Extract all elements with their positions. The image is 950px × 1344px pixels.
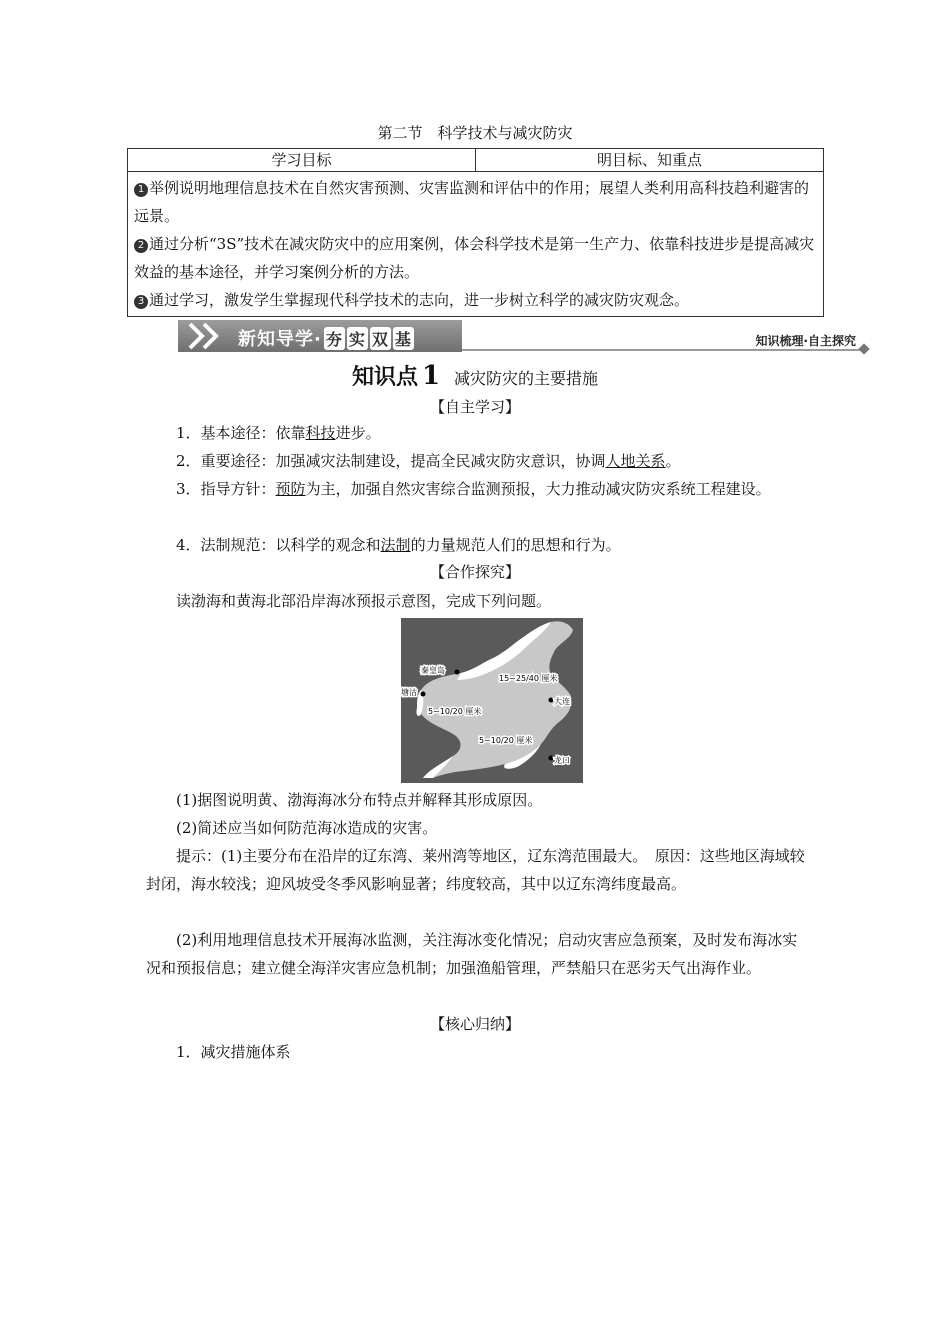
self-study-item: 1．基本途径：依靠科技进步。 <box>176 424 381 442</box>
section-title: 第二节 科学技术与减灾防灾 <box>377 124 573 142</box>
goal-text: 举例说明地理信息技术在自然灾害预测、灾害监测和评估中的作用；展望人类利用高科技趋利避害的远景。 <box>134 179 810 225</box>
map-graphic <box>401 618 583 783</box>
banner-divider <box>462 349 862 351</box>
goal-item <box>134 174 817 230</box>
self-study-item: 4．法制规范：以科学的观念和法制的力量规范人们的思想和行为。 <box>176 536 621 554</box>
kp-label: 知识点 <box>351 365 418 390</box>
badge: 实 <box>347 327 368 350</box>
badge: 夯 <box>324 327 345 350</box>
map-label-qinhuangdao: 秦皇岛 <box>421 666 445 675</box>
goals-body <box>128 172 824 317</box>
answer-1: 提示：(1)主要分布在沿岸的辽东湾、莱州湾等地区，辽东湾范围最大。 原因：这些地区海域较封闭，海水较浅；迎风坡受冬季风影响显著；纬度较高，其中以辽东湾纬度最高。 <box>146 847 805 893</box>
map-label-tanggu: 塘沽 <box>401 688 417 697</box>
goals-header-col2: 明目标、知重点 <box>476 149 824 172</box>
coop-heading: 【合作探究】 <box>429 563 520 581</box>
sea-ice-map <box>401 618 583 783</box>
banner-bar <box>178 320 462 352</box>
banner-title <box>238 325 414 351</box>
learning-goals-table <box>127 148 824 317</box>
goal-text: 通过分析“3S”技术在减灾防灾中的应用案例，体会科学技术是第一生产力、依靠科技进步是提高减灾效益的基本途径，并学习案例分析的方法。 <box>134 235 815 281</box>
goal-text: 通过学习，激发学生掌握现代科学技术的志向，进一步树立科学的减灾防灾观念。 <box>149 291 690 309</box>
badge: 双 <box>370 327 391 350</box>
goal-item <box>134 286 817 314</box>
question-2: (2)简述应当如何防范海冰造成的灾害。 <box>176 819 438 837</box>
coop-intro: 读渤海和黄海北部沿岸海冰预报示意图，完成下列问题。 <box>176 592 552 610</box>
goals-header-col1: 学习目标 <box>128 149 476 172</box>
number-circle-icon: 3 <box>134 295 148 309</box>
core-item-1: 1．减灾措施体系 <box>176 1043 291 1061</box>
number-circle-icon: 2 <box>134 239 148 253</box>
goal-item <box>134 230 817 286</box>
question-1: (1)据图说明黄、渤海海冰分布特点并解释其形成原因。 <box>176 791 543 809</box>
map-label-dalian: 大连 <box>554 697 570 706</box>
map-label-thickness-2: 5~10/20 厘米 <box>428 707 482 716</box>
banner-right-label: 知识梳理·自主探究 <box>755 334 856 348</box>
self-study-heading: 【自主学习】 <box>429 398 520 416</box>
diamond-icon <box>858 343 869 354</box>
banner-prefix: 新知导学· <box>238 329 322 350</box>
answer-2: (2)利用地理信息技术开展海冰监测，关注海冰变化情况；启动灾害应急预案，及时发布海冰实况和预报信息；建立健全海洋灾害应急机制；加强渔船管理，严禁船只在恶劣天气出海作业。 <box>146 931 798 977</box>
self-study-item: 2．重要途径：加强减灾法制建设，提高全民减灾防灾意识，协调人地关系。 <box>176 452 681 470</box>
core-heading: 【核心归纳】 <box>429 1015 520 1033</box>
self-study-item: 3．指导方针：预防为主，加强自然灾害综合监测预报，大力推动减灾防灾系统工程建设。 <box>176 480 771 498</box>
section-banner <box>178 320 868 354</box>
chevron-right-icon <box>184 320 236 352</box>
number-circle-icon: 1 <box>134 183 148 197</box>
badge: 基 <box>393 327 414 350</box>
kp-number: 1 <box>421 361 441 391</box>
map-label-longkou: 龙口 <box>554 756 570 765</box>
knowledge-point-heading <box>0 360 950 391</box>
kp-title: 减灾防灾的主要措施 <box>454 369 599 388</box>
map-label-thickness-1: 15~25/40 厘米 <box>499 674 558 683</box>
map-label-thickness-3: 5~10/20 厘米 <box>479 736 533 745</box>
